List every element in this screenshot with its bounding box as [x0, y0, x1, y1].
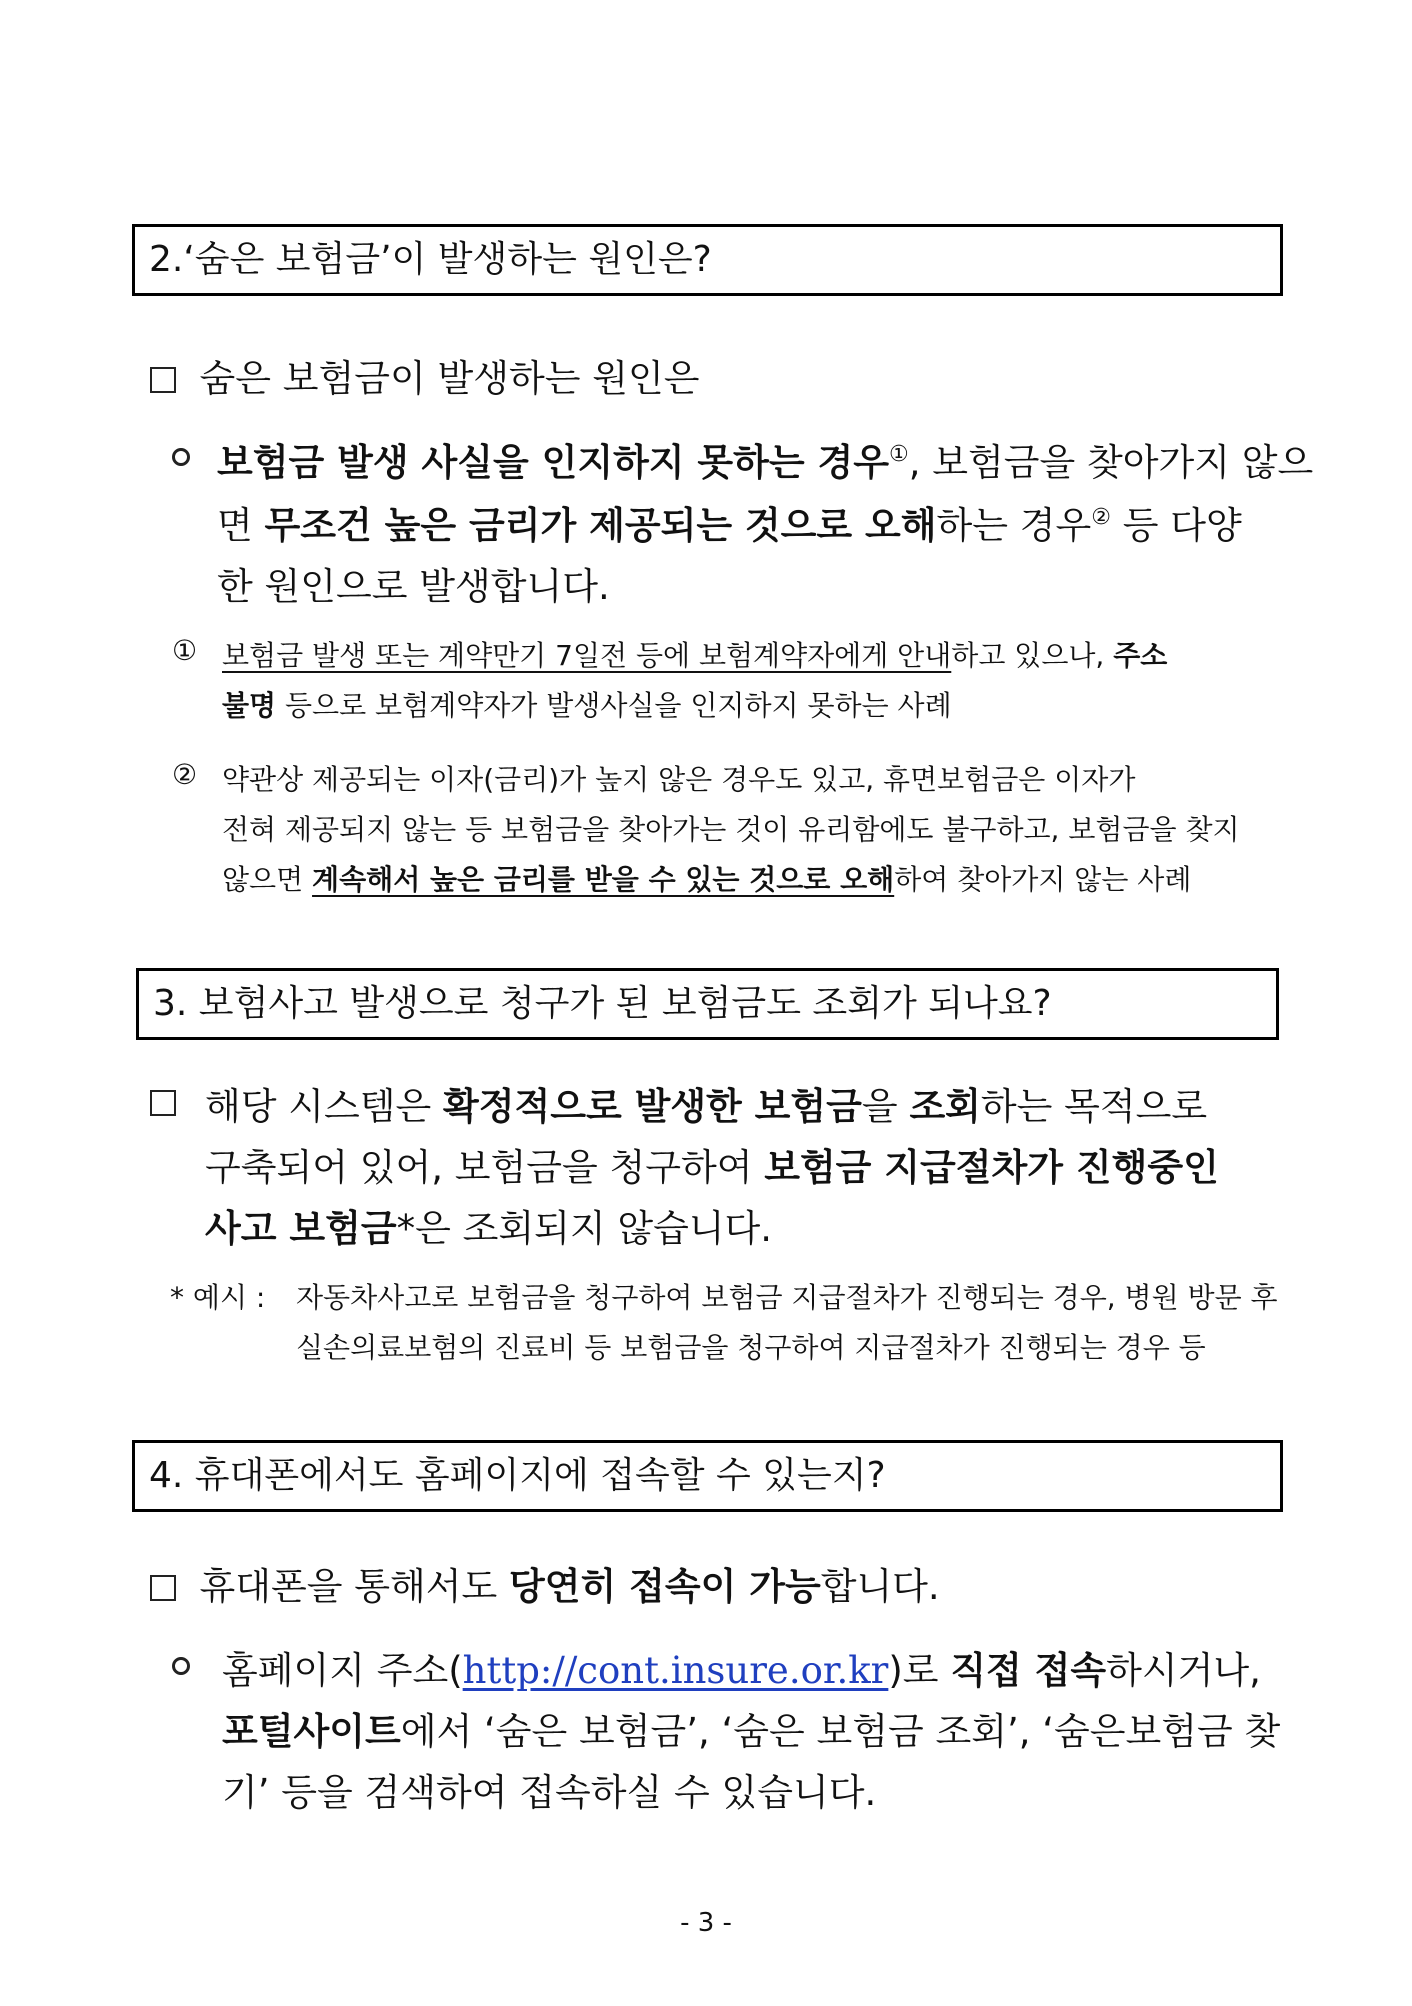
q2-note1-underlined: 보험금 발생 또는 계약만기 7일전 등에 보험계약자에게 안내: [222, 639, 952, 672]
q4-para-bold2: 포털사이트: [222, 1710, 401, 1753]
q4-para-text3: 하시거나,: [1106, 1649, 1261, 1692]
q4-para-text5: 기’ 등을 검색하여 접속하실 수 있습니다.: [222, 1771, 877, 1814]
q3-title-box: [136, 968, 1279, 1040]
q2-para-bold1: 보험금 발생 사실을 인지하지 못하는 경우: [217, 441, 890, 484]
q4-para-text2: )로: [888, 1649, 951, 1692]
q4-bullet-row: [172, 1645, 190, 1688]
circle-bullet-icon: [172, 448, 190, 466]
q2-title-box: [132, 224, 1283, 296]
q2-note1-marker: ①: [172, 634, 198, 667]
page-number: - 3 -: [680, 1908, 732, 1938]
q4-heading-bold: 당연히 접속이 가능: [509, 1565, 821, 1608]
checkbox-square-icon: [150, 1090, 176, 1116]
footnote-ref-2: ②: [1091, 505, 1112, 530]
q4-heading-text2: 합니다.: [820, 1565, 940, 1608]
q4-para-text1: 홈페이지 주소(: [222, 1649, 463, 1692]
q3-para-text5: *은 조회되지 않습니다.: [396, 1207, 773, 1250]
homepage-link[interactable]: http://cont.insure.or.kr: [462, 1649, 889, 1692]
circle-bullet-icon: [172, 1657, 190, 1675]
q3-checkbox-row: [150, 1080, 176, 1123]
q4-para-bold1: 직접 접속: [950, 1649, 1107, 1692]
q3-note-line2: 실손의료보험의 진료비 등 보험금을 청구하여 지급절차가 진행되는 경우 등: [296, 1331, 1206, 1364]
q2-para-text5: 한 원인으로 발생합니다.: [217, 565, 610, 608]
q3-note-line1: 자동차사고로 보험금을 청구하여 보험금 지급절차가 진행되는 경우, 병원 방문 후: [296, 1281, 1278, 1314]
q2-title: 2.‘숨은 보험금’이 발생하는 원인은?: [149, 239, 712, 280]
q2-note1-text2: 등으로 보험계약자가 발생사실을 인지하지 못하는 사례: [276, 689, 952, 722]
footnote-ref-1: ①: [889, 442, 909, 467]
q3-para-bold2: 조회: [909, 1085, 981, 1128]
q3-para-text4: 구축되어 있어, 보험금을 청구하여: [205, 1146, 765, 1189]
q2-note1-bold1: 주소: [1113, 639, 1168, 672]
q2-para-text3: 하는 경우: [936, 504, 1092, 547]
q3-para-bold4: 사고 보험금: [205, 1207, 397, 1250]
q4-title-box: [132, 1440, 1283, 1512]
q4-para-line2: [222, 1701, 1283, 1755]
q4-heading-text1: 휴대폰을 통해서도: [199, 1565, 509, 1608]
q2-para-text4: 등 다양: [1111, 504, 1242, 547]
q3-para-text2: 을: [861, 1085, 910, 1128]
q4-para-text4: 에서 ‘숨은 보험금’, ‘숨은 보험금 조회’, ‘숨은보험금 찾: [400, 1710, 1281, 1753]
q2-para-text2: 면: [217, 504, 265, 547]
q4-para-line1: [222, 1640, 1283, 1694]
q2-note2-text4: 하여 찾아가지 않는 사례: [894, 863, 1192, 896]
q3-para-text3: 하는 목적으로: [980, 1085, 1208, 1128]
checkbox-square-icon: [150, 1575, 176, 1601]
q2-para-text1: , 보험금을 찾아가지 않으: [908, 441, 1314, 484]
q2-note2-text3: 않으면: [222, 863, 313, 896]
q3-para-text1: 해당 시스템은: [205, 1085, 443, 1128]
q3-para-bold3: 보험금 지급절차가 진행중인: [764, 1146, 1219, 1189]
q2-note2-line1: 약관상 제공되는 이자(금리)가 높지 않은 경우도 있고, 휴면보험금은 이자가: [222, 763, 1136, 796]
q2-note2-underlined: 계속해서 높은 금리를 받을 수 있는 것으로 오해: [312, 863, 895, 896]
q2-para-line2: [217, 495, 1283, 549]
q2-note1-bold2: 불명: [222, 689, 277, 722]
q2-note1-line1: [222, 634, 1167, 674]
q2-para-line3: [217, 556, 610, 610]
q4-para-line3: [222, 1762, 876, 1816]
q3-note-marker: * 예시 :: [170, 1281, 266, 1314]
q3-para-line3: [205, 1198, 772, 1252]
q2-heading: [150, 348, 699, 402]
q4-heading: [150, 1556, 940, 1610]
checkbox-square-icon: [150, 367, 176, 393]
q2-bullet-icon-row: [172, 436, 190, 479]
q2-para-bold2: 무조건 높은 금리가 제공되는 것으로 오해: [264, 504, 937, 547]
q3-para-bold1: 확정적으로 발생한 보험금: [442, 1085, 862, 1128]
q2-heading-text: 숨은 보험금이 발생하는 원인은: [199, 357, 700, 400]
q4-title: 4. 휴대폰에서도 홈페이지에 접속할 수 있는지?: [149, 1455, 886, 1496]
q3-para-line2: [205, 1137, 1283, 1191]
q2-note1-line2: [222, 684, 952, 724]
q2-note1-text1: 하고 있으나,: [951, 639, 1114, 672]
q2-note2-marker: ②: [172, 758, 198, 791]
q3-title: 3. 보험사고 발생으로 청구가 된 보험금도 조회가 되나요?: [153, 983, 1052, 1024]
q2-para-line1: [217, 432, 1314, 486]
q2-note2-line3: [222, 858, 1191, 898]
q3-para-line1: [205, 1076, 1283, 1130]
q2-note2-line2: 전혀 제공되지 않는 등 보험금을 찾아가는 것이 유리함에도 불구하고, 보험금을 찾지: [222, 813, 1240, 846]
